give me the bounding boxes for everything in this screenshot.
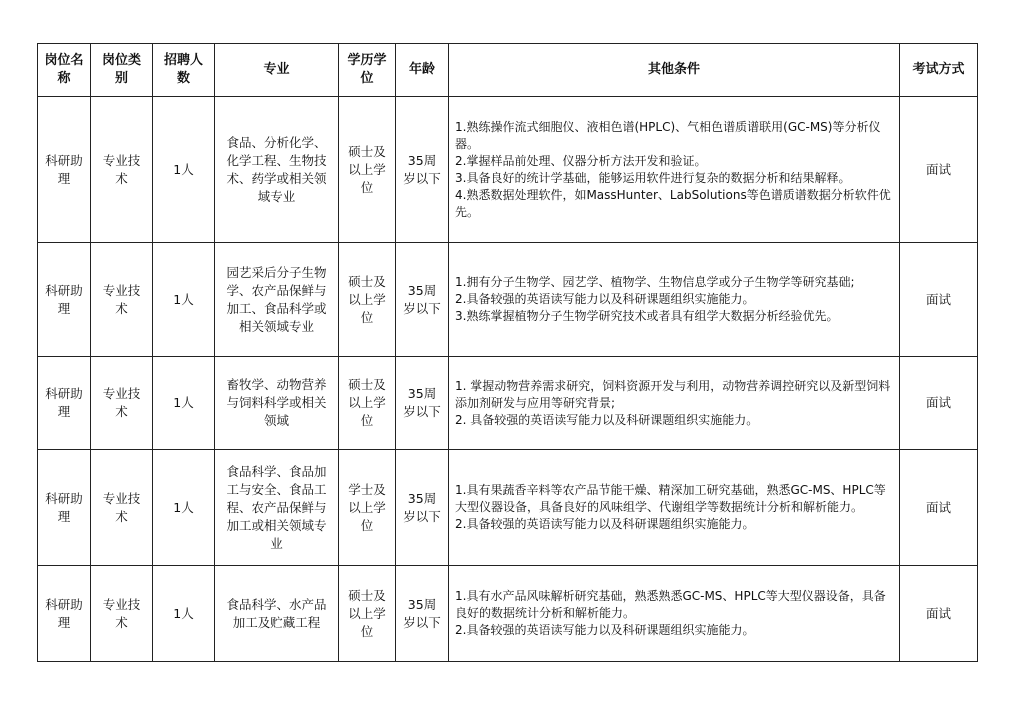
condition-line: 4.熟悉数据处理软件，如MassHunter、LabSolutions等色谱质谱数据分析软件优先。	[455, 187, 891, 219]
cell-post-name: 科研助理	[38, 357, 91, 450]
cell-post-type: 专业技术	[91, 357, 153, 450]
cell-major: 食品、分析化学、化学工程、生物技术、药学或相关领域专业	[215, 97, 339, 243]
cell-count: 1人	[153, 97, 215, 243]
cell-major: 畜牧学、动物营养与饲料科学或相关领域	[215, 357, 339, 450]
header-age: 年龄	[396, 44, 449, 97]
cell-age: 35周岁以下	[396, 450, 449, 566]
table-row	[38, 97, 978, 243]
cell-degree: 硕士及以上学位	[339, 97, 396, 243]
cell-count: 1人	[153, 357, 215, 450]
cell-conditions	[449, 450, 900, 566]
cell-degree: 学士及以上学位	[339, 450, 396, 566]
cell-exam: 面试	[900, 97, 978, 243]
condition-line: 1.具有果蔬香辛料等农产品节能干燥、精深加工研究基础，熟悉GC-MS、HPLC等大型仪器设备，具备良好的风味组学、代谢组学等数据统计分析和解析能力。	[455, 483, 886, 514]
table-header-row	[38, 44, 978, 97]
table-row	[38, 243, 978, 357]
condition-line: 2.具备较强的英语读写能力以及科研课题组织实施能力。	[455, 517, 755, 531]
cell-post-name: 科研助理	[38, 243, 91, 357]
header-major: 专业	[215, 44, 339, 97]
table-row	[38, 566, 978, 662]
cell-post-type: 专业技术	[91, 450, 153, 566]
header-count: 招聘人数	[153, 44, 215, 97]
condition-line: 1. 掌握动物营养需求研究，饲料资源开发与利用，动物营养调控研究以及新型饲料添加剂研发与应用等研究背景;	[455, 378, 891, 410]
cell-conditions	[449, 566, 900, 662]
cell-major: 食品科学、水产品加工及贮藏工程	[215, 566, 339, 662]
cell-exam: 面试	[900, 566, 978, 662]
cell-post-type: 专业技术	[91, 566, 153, 662]
cell-post-name: 科研助理	[38, 566, 91, 662]
cell-age: 35周岁以下	[396, 97, 449, 243]
header-post-name: 岗位名称	[38, 44, 91, 97]
condition-line: 2.具备较强的英语读写能力以及科研课题组织实施能力。	[455, 623, 755, 637]
condition-line: 2.具备较强的英语读写能力以及科研课题组织实施能力。	[455, 292, 755, 306]
cell-post-name: 科研助理	[38, 450, 91, 566]
cell-major: 园艺采后分子生物学、农产品保鲜与加工、食品科学或相关领域专业	[215, 243, 339, 357]
cell-exam: 面试	[900, 450, 978, 566]
header-other-conditions: 其他条件	[449, 44, 900, 97]
header-post-type: 岗位类别	[91, 44, 153, 97]
condition-line: 3.具备良好的统计学基础，能够运用软件进行复杂的数据分析和结果解释。	[455, 170, 851, 185]
cell-degree: 硕士及以上学位	[339, 357, 396, 450]
table-row	[38, 357, 978, 450]
cell-age: 35周岁以下	[396, 566, 449, 662]
condition-line: 1.熟练操作流式细胞仪、液相色谱(HPLC)、气相色谱质谱联用(GC-MS)等分析仪器。	[455, 119, 881, 151]
condition-line: 2.掌握样品前处理、仪器分析方法开发和验证。	[455, 153, 707, 168]
condition-line: 3.熟练掌握植物分子生物学研究技术或者具有组学大数据分析经验优先。	[455, 309, 839, 323]
header-degree: 学历学位	[339, 44, 396, 97]
table-row	[38, 450, 978, 566]
cell-count: 1人	[153, 450, 215, 566]
cell-age: 35周岁以下	[396, 357, 449, 450]
cell-conditions	[449, 357, 900, 450]
cell-degree: 硕士及以上学位	[339, 243, 396, 357]
cell-major: 食品科学、食品加工与安全、食品工程、农产品保鲜与加工或相关领域专业	[215, 450, 339, 566]
cell-degree: 硕士及以上学位	[339, 566, 396, 662]
cell-post-type: 专业技术	[91, 243, 153, 357]
cell-post-type: 专业技术	[91, 97, 153, 243]
cell-age: 35周岁以下	[396, 243, 449, 357]
recruitment-table	[37, 43, 978, 662]
cell-conditions	[449, 97, 900, 243]
cell-post-name: 科研助理	[38, 97, 91, 243]
cell-exam: 面试	[900, 357, 978, 450]
cell-conditions	[449, 243, 900, 357]
cell-exam: 面试	[900, 243, 978, 357]
condition-line: 2. 具备较强的英语读写能力以及科研课题组织实施能力。	[455, 412, 759, 427]
cell-count: 1人	[153, 243, 215, 357]
header-exam-method: 考试方式	[900, 44, 978, 97]
cell-count: 1人	[153, 566, 215, 662]
condition-line: 1.拥有分子生物学、园艺学、植物学、生物信息学或分子生物学等研究基础;	[455, 275, 855, 289]
condition-line: 1.具有水产品风味解析研究基础，熟悉熟悉GC-MS、HPLC等大型仪器设备，具备良好的数据统计分析和解析能力。	[455, 589, 886, 620]
